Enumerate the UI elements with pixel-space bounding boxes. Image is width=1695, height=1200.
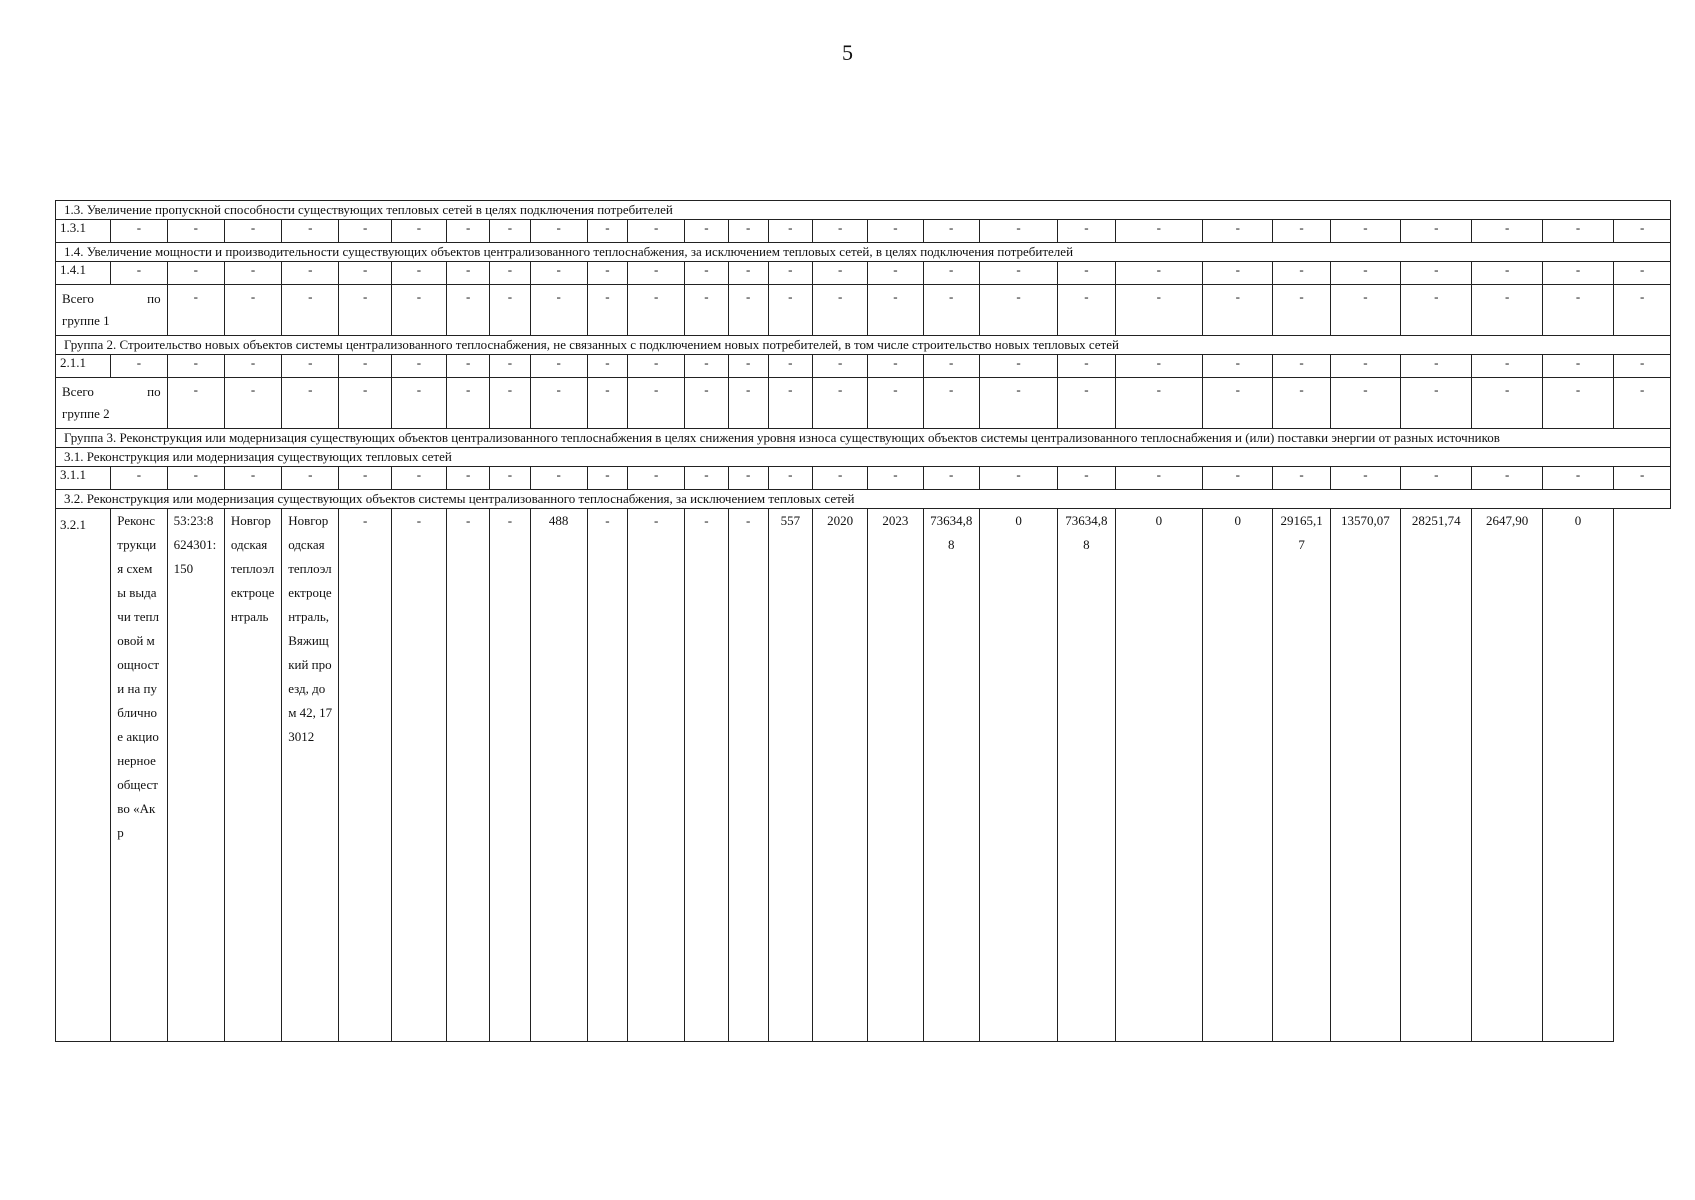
- table-cell: -: [447, 467, 490, 490]
- table-cell: -: [812, 285, 867, 336]
- table-cell: -: [167, 378, 224, 429]
- row-code: 1.4.1: [56, 262, 111, 285]
- table-cell: -: [224, 355, 281, 378]
- table-cell: -: [530, 378, 587, 429]
- table-cell: -: [685, 262, 728, 285]
- group-2-heading: Группа 2. Строительство новых объектов системы централизованного теплоснабжения, не связанных с подключением новых потребителей, в том числе строительство новых тепловых сетей: [56, 336, 1671, 355]
- table-row-3-2-1: [56, 509, 1671, 1042]
- section-row: [56, 201, 1671, 220]
- table-cell: -: [1273, 378, 1330, 429]
- table-row: [56, 355, 1671, 378]
- table-cell: -: [1115, 262, 1202, 285]
- table-cell: -: [391, 467, 446, 490]
- value-cell: 0: [1203, 509, 1273, 1042]
- table-cell: -: [111, 355, 167, 378]
- table-cell: -: [530, 220, 587, 243]
- value-cell: -: [685, 509, 728, 1042]
- table-cell: -: [728, 262, 768, 285]
- table-cell: -: [1330, 220, 1400, 243]
- table-cell: -: [391, 220, 446, 243]
- table-cell: -: [1203, 220, 1273, 243]
- value-cell: 13570,07: [1330, 509, 1400, 1042]
- table-cell: -: [167, 355, 224, 378]
- section-3-2-heading: 3.2. Реконструкция или модернизация существующих объектов системы централизованного теплоснабжения, за исключением тепловых сетей: [56, 490, 1671, 509]
- table-cell: -: [628, 467, 685, 490]
- table-cell: -: [1542, 378, 1613, 429]
- table-cell: -: [1330, 285, 1400, 336]
- table-cell: -: [224, 467, 281, 490]
- table-cell: -: [979, 355, 1057, 378]
- table-cell: -: [447, 220, 490, 243]
- table-cell: -: [224, 262, 281, 285]
- value-cell: 73634,88: [923, 509, 979, 1042]
- table-cell: -: [391, 355, 446, 378]
- value-cell: -: [728, 509, 768, 1042]
- table-cell: -: [1203, 262, 1273, 285]
- section-row: [56, 336, 1671, 355]
- table-cell: -: [1401, 262, 1472, 285]
- table-cell: -: [1203, 355, 1273, 378]
- value-cell: 0: [979, 509, 1057, 1042]
- table-cell: -: [1542, 355, 1613, 378]
- table-cell: -: [587, 220, 627, 243]
- row-code: 1.3.1: [56, 220, 111, 243]
- table-cell: -: [339, 378, 391, 429]
- table-cell: -: [1058, 378, 1115, 429]
- table-cell: -: [224, 378, 281, 429]
- table-cell: -: [1614, 220, 1671, 243]
- table-cell: -: [490, 220, 530, 243]
- group-total-row: [56, 378, 1671, 429]
- section-row: [56, 490, 1671, 509]
- table-cell: -: [1472, 262, 1542, 285]
- table-cell: -: [1330, 262, 1400, 285]
- value-cell: -: [447, 509, 490, 1042]
- group-3-heading: Группа 3. Реконструкция или модернизация существующих объектов централизованного теплоснабжения в целях снижения уровня износа существующих объектов системы централизованного теплоснабжения и (или) поставки энергии от разных источников: [56, 429, 1671, 448]
- table-cell: -: [812, 220, 867, 243]
- table-cell: -: [868, 220, 923, 243]
- section-row: [56, 448, 1671, 467]
- value-cell: 2647,90: [1472, 509, 1542, 1042]
- table-cell: -: [167, 220, 224, 243]
- table-cell: -: [1472, 285, 1542, 336]
- table-cell: -: [391, 285, 446, 336]
- table-cell: -: [1472, 467, 1542, 490]
- table-cell: -: [685, 285, 728, 336]
- table-cell: -: [1401, 467, 1472, 490]
- table-cell: -: [587, 262, 627, 285]
- table-cell: -: [812, 467, 867, 490]
- table-cell: -: [1058, 355, 1115, 378]
- section-3-1-heading: 3.1. Реконструкция или модернизация существующих тепловых сетей: [56, 448, 1671, 467]
- table-cell: -: [282, 378, 339, 429]
- table-cell: -: [1058, 285, 1115, 336]
- table-cell: -: [1614, 467, 1671, 490]
- table-cell: -: [768, 285, 812, 336]
- table-cell: -: [868, 285, 923, 336]
- table-cell: -: [282, 355, 339, 378]
- table-cell: -: [282, 467, 339, 490]
- table-cell: -: [1542, 467, 1613, 490]
- table-cell: -: [812, 262, 867, 285]
- table-cell: -: [111, 220, 167, 243]
- table-cell: -: [1115, 285, 1202, 336]
- object-name: Новгородская теплоэлектроцентраль: [224, 509, 281, 1042]
- table-cell: -: [339, 467, 391, 490]
- value-cell: -: [391, 509, 446, 1042]
- value-cell: -: [339, 509, 391, 1042]
- table-cell: -: [812, 378, 867, 429]
- table-cell: -: [1472, 378, 1542, 429]
- cadastral-number: 53:23:8624301:150: [167, 509, 224, 1042]
- table-cell: -: [1614, 262, 1671, 285]
- table-cell: -: [1273, 355, 1330, 378]
- table-cell: -: [490, 262, 530, 285]
- table-cell: -: [1330, 467, 1400, 490]
- row-code: 3.1.1: [56, 467, 111, 490]
- table-cell: -: [979, 262, 1057, 285]
- table-cell: -: [1542, 220, 1613, 243]
- table-cell: -: [224, 285, 281, 336]
- table-cell: -: [1542, 285, 1613, 336]
- table-cell: -: [1401, 285, 1472, 336]
- investment-program-table: [55, 200, 1671, 1042]
- table-cell: -: [1401, 378, 1472, 429]
- total-po: по: [147, 291, 161, 306]
- value-cell: 28251,74: [1401, 509, 1472, 1042]
- table-cell: -: [111, 262, 167, 285]
- value-cell: -: [587, 509, 627, 1042]
- table-cell: -: [1115, 220, 1202, 243]
- page-number: 5: [842, 40, 853, 65]
- table-cell: -: [1115, 378, 1202, 429]
- table-cell: -: [1614, 285, 1671, 336]
- table-cell: -: [1401, 220, 1472, 243]
- table-cell: -: [768, 467, 812, 490]
- table-cell: -: [628, 220, 685, 243]
- table-cell: -: [339, 355, 391, 378]
- table-cell: -: [587, 467, 627, 490]
- table-cell: -: [530, 355, 587, 378]
- table-cell: -: [447, 262, 490, 285]
- value-cell: 2023: [868, 509, 923, 1042]
- table-cell: -: [1614, 378, 1671, 429]
- table-cell: -: [768, 355, 812, 378]
- table-cell: -: [923, 220, 979, 243]
- group-total-label: [56, 285, 168, 336]
- table-cell: -: [1401, 355, 1472, 378]
- table-cell: -: [728, 355, 768, 378]
- table-cell: -: [768, 378, 812, 429]
- table-cell: -: [282, 220, 339, 243]
- table-cell: -: [447, 285, 490, 336]
- table-cell: -: [868, 378, 923, 429]
- table-cell: -: [490, 285, 530, 336]
- table-row: [56, 467, 1671, 490]
- table-cell: -: [1115, 355, 1202, 378]
- table-cell: -: [1058, 467, 1115, 490]
- group-total-label: [56, 378, 168, 429]
- table-cell: -: [282, 262, 339, 285]
- table-cell: -: [1614, 355, 1671, 378]
- table-cell: -: [728, 285, 768, 336]
- table-cell: -: [685, 378, 728, 429]
- table-cell: -: [167, 262, 224, 285]
- table-cell: -: [628, 355, 685, 378]
- table-cell: -: [1472, 355, 1542, 378]
- table-cell: -: [167, 285, 224, 336]
- table-cell: -: [1273, 285, 1330, 336]
- table-cell: -: [685, 355, 728, 378]
- table-cell: -: [587, 285, 627, 336]
- table-cell: -: [1330, 378, 1400, 429]
- table-cell: -: [923, 285, 979, 336]
- table-cell: -: [1058, 220, 1115, 243]
- table-cell: -: [587, 355, 627, 378]
- value-cell: 73634,88: [1058, 509, 1115, 1042]
- table-cell: -: [1273, 220, 1330, 243]
- table-cell: -: [728, 378, 768, 429]
- table-cell: -: [111, 467, 167, 490]
- table-cell: -: [628, 378, 685, 429]
- total-po: по: [147, 384, 161, 399]
- table-cell: -: [685, 467, 728, 490]
- table-cell: -: [339, 262, 391, 285]
- total-group: группе 1: [62, 313, 110, 328]
- table-cell: -: [1273, 262, 1330, 285]
- table-cell: -: [923, 467, 979, 490]
- table-cell: -: [530, 467, 587, 490]
- value-cell: 557: [768, 509, 812, 1042]
- table-cell: -: [490, 355, 530, 378]
- table-cell: -: [979, 285, 1057, 336]
- table-cell: -: [728, 467, 768, 490]
- table-cell: -: [768, 262, 812, 285]
- value-cell: -: [628, 509, 685, 1042]
- table-cell: -: [979, 467, 1057, 490]
- table-cell: -: [768, 220, 812, 243]
- section-row: [56, 243, 1671, 262]
- group-total-row: [56, 285, 1671, 336]
- value-cell: 0: [1115, 509, 1202, 1042]
- table-cell: -: [530, 285, 587, 336]
- value-cell: -: [490, 509, 530, 1042]
- table-cell: -: [490, 467, 530, 490]
- table-cell: -: [868, 355, 923, 378]
- table-cell: -: [979, 378, 1057, 429]
- table-cell: -: [923, 378, 979, 429]
- section-1-4-heading: 1.4. Увеличение мощности и производительности существующих объектов централизованного теплоснабжения, за исключением тепловых сетей, в целях подключения потребителей: [56, 243, 1671, 262]
- table-cell: -: [685, 220, 728, 243]
- table-cell: -: [923, 355, 979, 378]
- row-code: 3.2.1: [56, 509, 111, 1042]
- table-cell: -: [1203, 378, 1273, 429]
- table-cell: -: [339, 220, 391, 243]
- table-cell: -: [447, 378, 490, 429]
- section-1-3-heading: 1.3. Увеличение пропускной способности существующих тепловых сетей в целях подключения потребителей: [56, 201, 1671, 220]
- table-cell: -: [391, 378, 446, 429]
- table-cell: -: [628, 285, 685, 336]
- total-word: Всего: [62, 384, 94, 399]
- table-cell: -: [812, 355, 867, 378]
- table-cell: -: [1115, 467, 1202, 490]
- total-word: Всего: [62, 291, 94, 306]
- object-address: Новгородская теплоэлектроцентраль, Вяжищкий проезд, дом 42, 173012: [282, 509, 339, 1042]
- table-cell: -: [224, 220, 281, 243]
- table-cell: -: [587, 378, 627, 429]
- value-cell: 488: [530, 509, 587, 1042]
- table-cell: -: [282, 285, 339, 336]
- table-row: [56, 220, 1671, 243]
- total-group: группе 2: [62, 406, 110, 421]
- table-cell: -: [1203, 467, 1273, 490]
- table-cell: -: [447, 355, 490, 378]
- value-cell: 0: [1542, 509, 1613, 1042]
- table-cell: -: [868, 467, 923, 490]
- table-cell: -: [391, 262, 446, 285]
- table-cell: -: [979, 220, 1057, 243]
- table-row: [56, 262, 1671, 285]
- table-cell: -: [1203, 285, 1273, 336]
- table-cell: -: [868, 262, 923, 285]
- table-cell: -: [167, 467, 224, 490]
- table-cell: -: [530, 262, 587, 285]
- value-cell: 2020: [812, 509, 867, 1042]
- table-cell: -: [728, 220, 768, 243]
- table-cell: -: [923, 262, 979, 285]
- table-cell: -: [1330, 355, 1400, 378]
- row-code: 2.1.1: [56, 355, 111, 378]
- table-cell: -: [1058, 262, 1115, 285]
- table-cell: -: [1542, 262, 1613, 285]
- table-cell: -: [1472, 220, 1542, 243]
- table-cell: -: [339, 285, 391, 336]
- table-cell: -: [490, 378, 530, 429]
- table-cell: -: [628, 262, 685, 285]
- section-row: [56, 429, 1671, 448]
- value-cell: 29165,17: [1273, 509, 1330, 1042]
- table-cell: -: [1273, 467, 1330, 490]
- project-name: Реконструкция схемы выдачи тепловой мощности на публичное акционерное общество «Акр: [111, 509, 167, 1042]
